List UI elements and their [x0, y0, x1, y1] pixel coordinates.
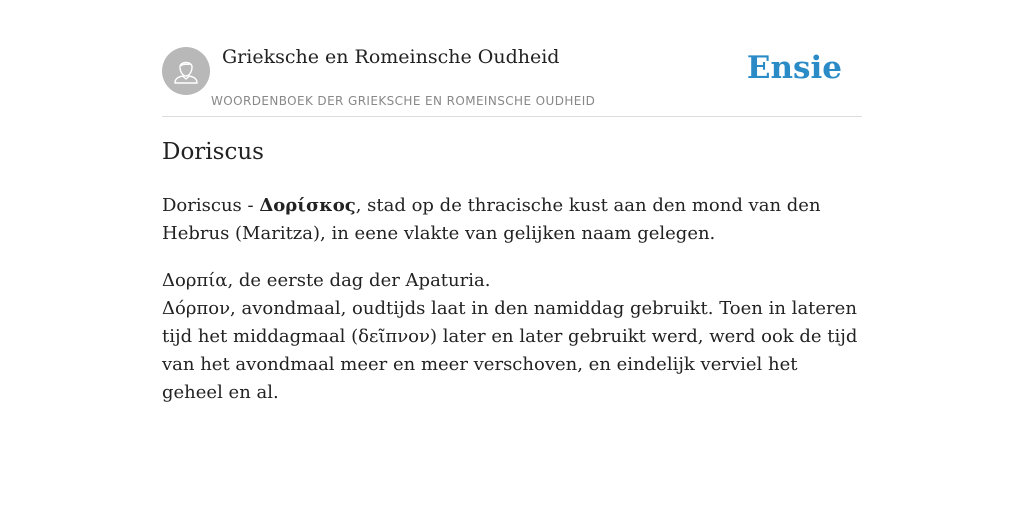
greek-term: Δορίσκος — [259, 195, 356, 216]
user-icon — [162, 47, 210, 95]
source-avatar[interactable] — [162, 47, 210, 95]
term-separator: - — [241, 195, 260, 216]
entry-content — [162, 192, 862, 426]
source-header — [162, 40, 862, 117]
source-title[interactable]: Grieksche en Romeinsche Oudheid — [222, 46, 560, 68]
definition-paragraph — [162, 192, 862, 248]
source-subtitle: WOORDENBOEK DER GRIEKSCHE EN ROMEINSCHE OUDHEID — [211, 94, 596, 108]
entry-title: Doriscus — [162, 139, 264, 165]
term-name: Doriscus — [162, 195, 242, 216]
definition-text: , stad op de thracische kust aan den mond van den Hebrus (Maritza), in eene vlakte van gelijken naam gelegen. — [162, 195, 821, 244]
related-paragraph — [162, 267, 862, 407]
ensie-logo[interactable]: Ensie — [746, 50, 842, 86]
related-line-dorpia: Δορπία, de eerste dag der Apaturia. — [162, 270, 491, 291]
related-line-dorpon: Δόρπον, avondmaal, oudtijds laat in den namiddag gebruikt. Toen in lateren tijd het middagmaal (δεῖπνον) later en later gebruikt werd, werd ook de tijd van het avondmaal meer en meer verschoven, en eindelijk verviel het geheel en al. — [162, 298, 858, 403]
